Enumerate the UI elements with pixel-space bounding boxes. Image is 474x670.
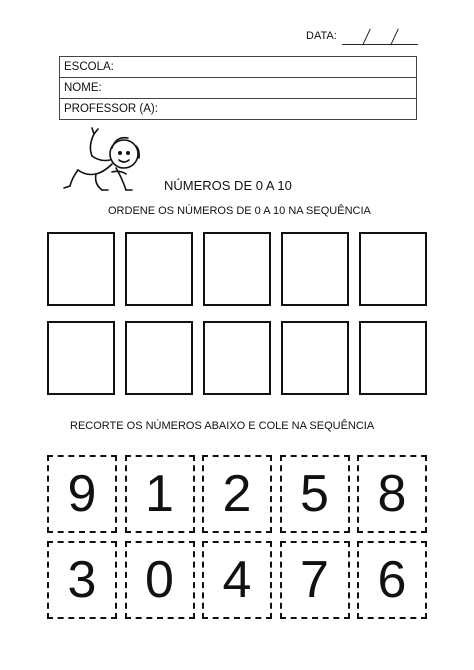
cutout-number[interactable]: 3: [47, 541, 117, 619]
name-row: [60, 78, 416, 99]
date-slash: [362, 29, 371, 46]
answer-row-1: [47, 232, 427, 306]
child-stretching-illustration: [52, 122, 152, 200]
cutout-number[interactable]: 9: [47, 455, 117, 533]
answer-box[interactable]: [359, 232, 427, 306]
answer-box[interactable]: [203, 232, 271, 306]
date-field: [306, 30, 337, 42]
page-title: NÚMEROS DE 0 A 10: [164, 178, 292, 193]
teacher-row: [60, 99, 416, 119]
answer-box[interactable]: [281, 232, 349, 306]
teacher-label: PROFESSOR (A):: [64, 103, 158, 115]
date-label: DATA:: [306, 30, 337, 42]
school-row: [60, 57, 416, 78]
answer-box[interactable]: [47, 232, 115, 306]
answer-box[interactable]: [125, 321, 193, 395]
cutout-number[interactable]: 4: [202, 541, 272, 619]
cutout-number[interactable]: 6: [357, 541, 427, 619]
cutout-number[interactable]: 2: [202, 455, 272, 533]
answer-box[interactable]: [203, 321, 271, 395]
cutout-row-2: [47, 541, 427, 619]
answer-row-2: [47, 321, 427, 395]
cutout-number[interactable]: 5: [280, 455, 350, 533]
cut-instruction: RECORTE OS NÚMEROS ABAIXO E COLE NA SEQUÊNCIA: [70, 420, 375, 432]
order-instruction: ORDENE OS NÚMEROS DE 0 A 10 NA SEQUÊNCIA: [108, 205, 371, 217]
date-line: [342, 44, 418, 45]
cutout-number[interactable]: 1: [125, 455, 195, 533]
cutout-row-1: [47, 455, 427, 533]
date-slash: [390, 29, 399, 46]
name-label: NOME:: [64, 82, 102, 94]
student-info-box: [59, 56, 417, 120]
cutout-number[interactable]: 7: [280, 541, 350, 619]
answer-box[interactable]: [125, 232, 193, 306]
school-label: ESCOLA:: [64, 61, 114, 73]
cutout-number[interactable]: 8: [357, 455, 427, 533]
answer-box[interactable]: [281, 321, 349, 395]
answer-box[interactable]: [359, 321, 427, 395]
answer-box[interactable]: [47, 321, 115, 395]
cutout-number[interactable]: 0: [125, 541, 195, 619]
